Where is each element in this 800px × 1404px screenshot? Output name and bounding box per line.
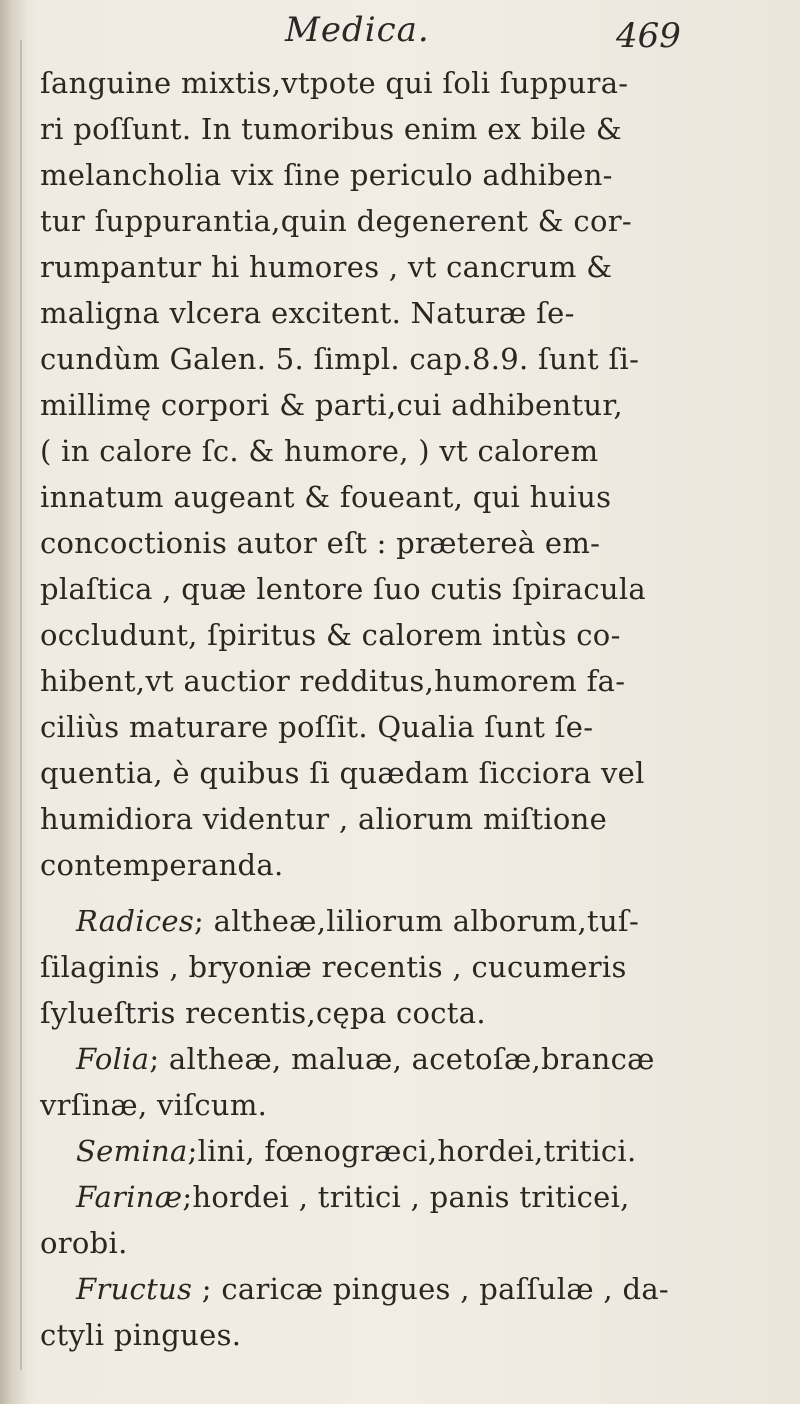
entry-folia xyxy=(40,1036,780,1128)
text-line: millimę corpori & parti,cui adhibentur, xyxy=(40,388,623,422)
binding-rule xyxy=(20,40,22,1370)
text-line: innatum augeant & foueant, qui huius xyxy=(40,480,612,514)
text-line: hibent,vt auctior redditus,humorem fa- xyxy=(40,664,626,698)
text-line: maligna vlcera excitent. Naturæ ſe- xyxy=(40,296,575,330)
entry-radices xyxy=(40,898,780,1036)
page-number: 469 xyxy=(616,16,681,56)
text-line: ſilaginis , bryoniæ recentis , cucumeris xyxy=(40,950,627,984)
text-line: ſanguine mixtis,vtpote qui ſoli ſuppura- xyxy=(40,66,629,100)
entry-label: Radices xyxy=(76,904,195,938)
text-line xyxy=(40,1266,780,1312)
entry-text: ; altheæ, maluæ, acetoſæ,brancæ xyxy=(149,1042,655,1076)
entry-label: Fructus xyxy=(76,1272,193,1306)
entry-label: Folia xyxy=(76,1042,150,1076)
running-head: Medica. xyxy=(285,10,430,50)
text-line: tur ſuppurantia,quin degenerent & cor- xyxy=(40,204,632,238)
entry-text: ; altheæ,liliorum alborum,tuſ- xyxy=(194,904,640,938)
text-line: rumpantur hi humores , vt cancrum & xyxy=(40,250,613,284)
text-line xyxy=(40,1036,780,1082)
paragraph xyxy=(40,60,780,888)
text-line: cundùm Galen. 5. ſimpl. cap.8.9. ſunt ſi- xyxy=(40,342,640,376)
text-line: ri poſſunt. In tumoribus enim ex bile & xyxy=(40,112,622,146)
text-line: melancholia vix ſine periculo adhiben- xyxy=(40,158,613,192)
text-line: orobi. xyxy=(40,1226,128,1260)
text-line: ctyli pingues. xyxy=(40,1318,242,1352)
text-line: ( in calore ſc. & humore, ) vt calorem xyxy=(40,434,599,468)
text-line: contemperanda. xyxy=(40,848,284,882)
text-line: humidiora videntur , aliorum miſtione xyxy=(40,802,608,836)
entry-semina xyxy=(40,1128,780,1174)
text-line xyxy=(40,1128,780,1174)
entry-fructus xyxy=(40,1266,780,1358)
page-header xyxy=(0,4,800,64)
page-binding-shadow xyxy=(0,0,28,1404)
text-line: occludunt, ſpiritus & calorem intùs co- xyxy=(40,618,621,652)
text-line: ſylueſtris recentis,cępa cocta. xyxy=(40,996,486,1030)
text-line xyxy=(40,1174,780,1220)
entry-label: Farinæ xyxy=(76,1180,183,1214)
entry-text: ;hordei , tritici , panis triticei, xyxy=(182,1180,630,1214)
text-line: vrſinæ, viſcum. xyxy=(40,1088,268,1122)
text-line: concoctionis autor eſt : prætereà em- xyxy=(40,526,601,560)
text-line: plaſtica , quæ lentore ſuo cutis ſpiracula xyxy=(40,572,647,606)
entry-text: ; caricæ pingues , paſſulæ , da- xyxy=(192,1272,670,1306)
entry-label: Semina xyxy=(76,1134,188,1168)
text-line: quentia, è quibus ſi quædam ſicciora vel xyxy=(40,756,645,790)
text-line: ciliùs maturare poſſit. Qualia ſunt ſe- xyxy=(40,710,594,744)
text-line xyxy=(40,898,780,944)
body-text xyxy=(40,60,780,1358)
entry-farinae xyxy=(40,1174,780,1266)
entry-text: ;lini, fœnogræci,hordei,tritici. xyxy=(187,1134,637,1168)
